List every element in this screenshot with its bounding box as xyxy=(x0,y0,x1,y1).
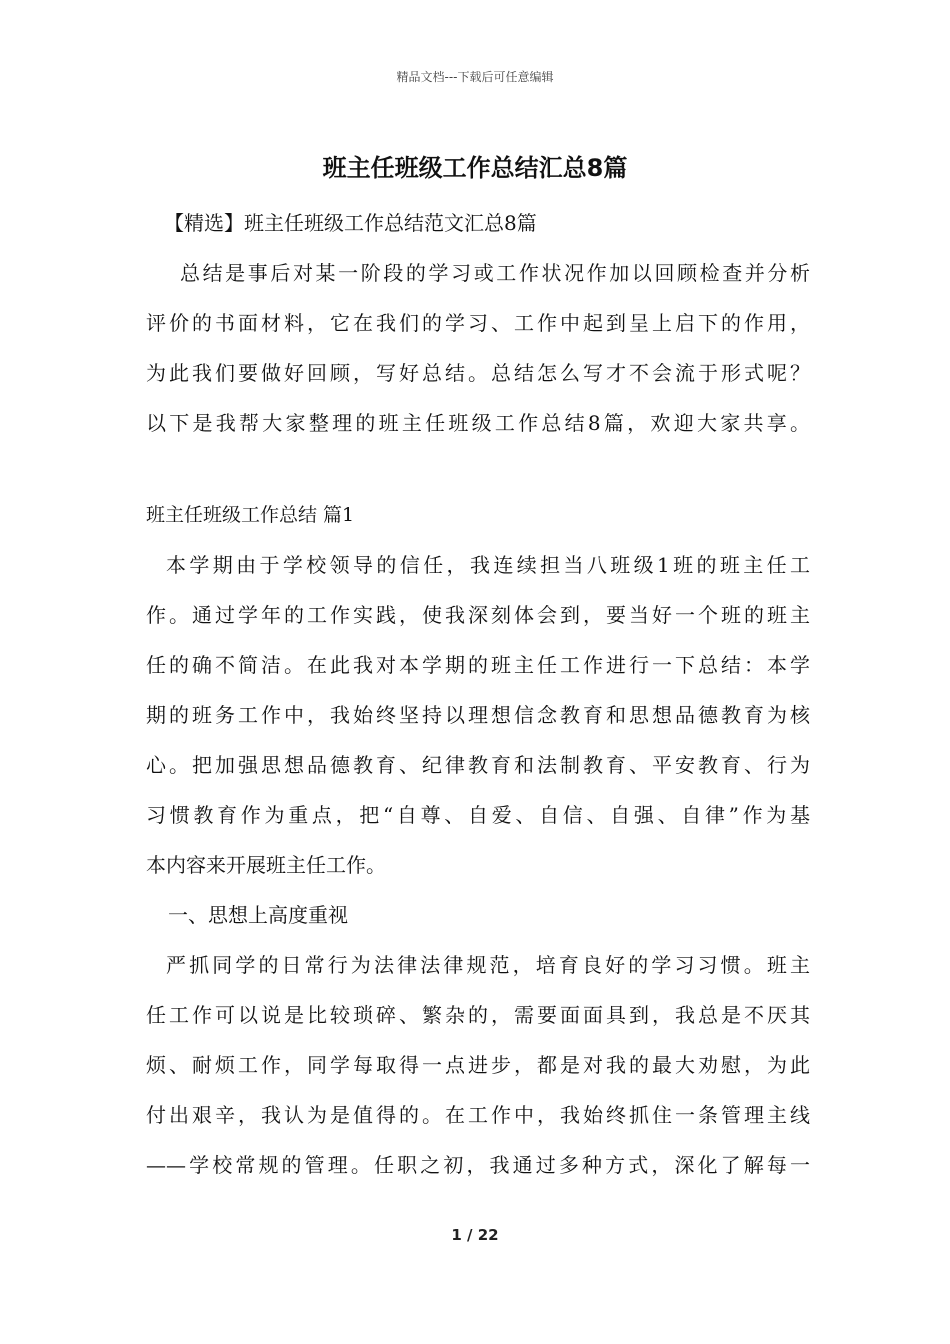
intro-line: 总结是事后对某一阶段的学习或工作状况作加以回顾检查并分析 xyxy=(180,261,810,285)
body-line: 作。通过学年的工作实践，使我深刻体会到，要当好一个班的班主 xyxy=(146,603,810,627)
body-line: 任的确不简洁。在此我对本学期的班主任工作进行一下总结：本学 xyxy=(146,653,810,677)
intro-line: 评价的书面材料，它在我们的学习、工作中起到呈上启下的作用， xyxy=(146,311,810,335)
document-title: 班主任班级工作总结汇总8篇 xyxy=(322,154,628,182)
paragraph-gap xyxy=(146,448,810,490)
page-header xyxy=(0,68,950,85)
header-text: 精品文档---下载后可任意编辑 xyxy=(396,70,554,84)
body-line: 严抓同学的日常行为法律法律规范，培育良好的学习习惯。班主 xyxy=(166,953,810,977)
page-footer xyxy=(0,1226,950,1244)
body-line: ——学校常规的管理。任职之初，我通过多种方式，深化了解每一 xyxy=(146,1153,810,1177)
intro-paragraph xyxy=(146,248,810,448)
body-paragraph xyxy=(146,540,810,890)
page-number-separator: / xyxy=(461,1226,478,1244)
body-line: 本内容来开展班主任工作。 xyxy=(146,853,386,877)
body-line: 习惯教育作为重点，把“自尊、自爱、自信、自强、自律”作为基 xyxy=(146,803,810,827)
body-line: 期的班务工作中，我始终坚持以理想信念教育和思想品德教育为核 xyxy=(146,703,810,727)
body-line: 烦、耐烦工作，同学每取得一点进步，都是对我的最大劝慰，为此 xyxy=(146,1053,810,1077)
document-body xyxy=(146,198,810,1190)
body-line: 任工作可以说是比较琐碎、繁杂的，需要面面具到，我总是不厌其 xyxy=(146,1003,810,1027)
body-line: 心。把加强思想品德教育、纪律教育和法制教育、平安教育、行为 xyxy=(146,753,810,777)
section-title: 班主任班级工作总结 篇1 xyxy=(146,504,355,526)
subheading: 一、思想上高度重视 xyxy=(168,903,348,927)
page-number-current: 1 xyxy=(451,1226,462,1244)
body-line: 付出艰辛，我认为是值得的。在工作中，我始终抓住一条管理主线 xyxy=(146,1103,810,1127)
body-paragraph xyxy=(146,940,810,1190)
intro-line: 以下是我帮大家整理的班主任班级工作总结8篇，欢迎大家共享。 xyxy=(146,411,810,435)
document-subtitle: 【精选】班主任班级工作总结范文汇总8篇 xyxy=(164,211,537,235)
body-line: 本学期由于学校领导的信任，我连续担当八班级1班的班主任工 xyxy=(166,553,810,577)
intro-line: 为此我们要做好回顾，写好总结。总结怎么写才不会流于形式呢？ xyxy=(146,361,810,385)
page-number-total: 22 xyxy=(477,1226,499,1244)
